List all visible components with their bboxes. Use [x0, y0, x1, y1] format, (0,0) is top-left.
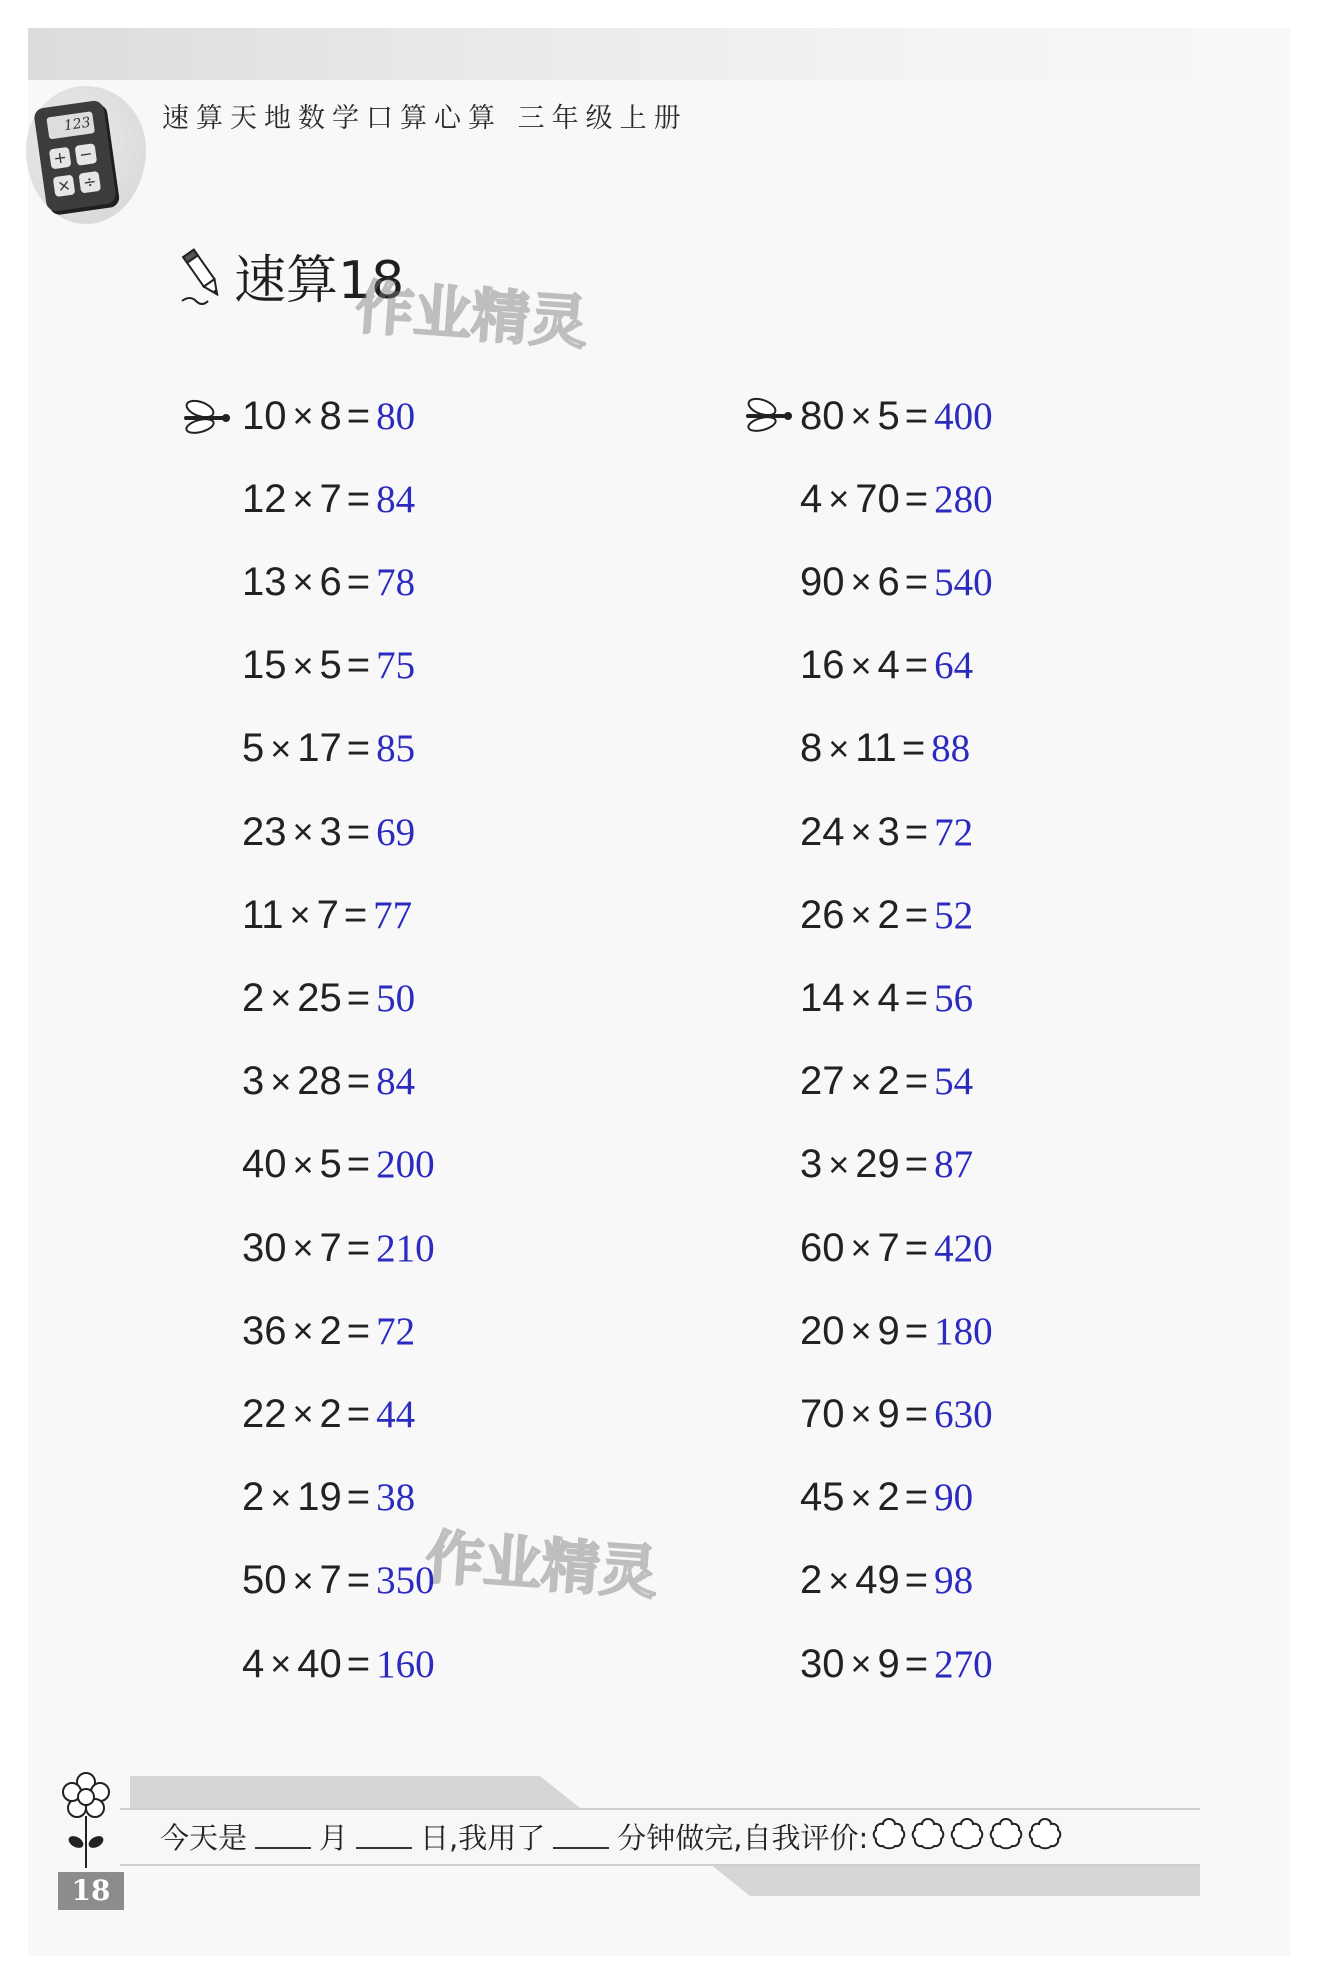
self-assessment-line	[160, 1810, 1063, 1862]
operand-b: 5	[319, 643, 342, 688]
minutes-blank[interactable]	[553, 1823, 609, 1849]
times-sign: ×	[270, 1643, 292, 1684]
times-sign: ×	[828, 478, 850, 520]
calculator-icon	[33, 100, 117, 213]
operand-b: 25	[297, 975, 342, 1020]
times-sign: ×	[850, 395, 872, 436]
problem-left-10	[242, 1135, 435, 1195]
operand-a: 11	[242, 892, 284, 937]
operand-a: 24	[800, 809, 845, 854]
problem-left-5	[242, 719, 415, 779]
operand-b: 9	[877, 1308, 900, 1353]
operand-b: 2	[319, 1391, 342, 1436]
equals-sign: =	[904, 1391, 929, 1436]
answer: 420	[934, 1226, 993, 1270]
times-sign: ×	[850, 811, 872, 852]
answer: 160	[376, 1642, 435, 1686]
answer: 78	[376, 560, 416, 604]
answer: 64	[934, 644, 974, 688]
answer: 540	[934, 560, 993, 604]
operand-b: 6	[319, 559, 342, 604]
problem-left-2	[242, 469, 415, 529]
problem-right-13	[800, 1384, 993, 1444]
operand-b: 5	[319, 1142, 342, 1187]
operand-a: 90	[800, 559, 845, 604]
answer: 84	[376, 1060, 416, 1104]
operand-b: 49	[855, 1558, 900, 1603]
equals-sign: =	[343, 892, 368, 937]
answer: 630	[934, 1392, 993, 1436]
times-sign: ×	[850, 1476, 872, 1518]
rating-star-icon[interactable]	[910, 1815, 946, 1851]
answer: 54	[934, 1060, 974, 1104]
problem-right-10	[800, 1135, 973, 1195]
operand-a: 12	[242, 476, 287, 521]
times-sign: ×	[292, 1310, 314, 1352]
problem-left-11	[242, 1218, 435, 1278]
equals-sign: =	[346, 1391, 371, 1436]
answer: 44	[376, 1392, 416, 1436]
problem-left-14	[242, 1468, 415, 1528]
times-sign: ×	[828, 1559, 850, 1601]
problem-left-9	[242, 1052, 415, 1112]
operand-a: 4	[800, 476, 823, 521]
answer: 280	[934, 477, 993, 521]
problem-right-6	[800, 802, 973, 862]
operand-b: 4	[877, 643, 900, 688]
operand-b: 9	[877, 1391, 900, 1436]
equals-sign: =	[346, 726, 371, 771]
answer: 69	[376, 810, 416, 854]
times-sign: ×	[292, 1559, 314, 1601]
equals-sign: =	[346, 559, 371, 604]
times-sign: ×	[270, 977, 292, 1019]
answer: 88	[931, 727, 971, 771]
times-sign: ×	[270, 1060, 292, 1102]
equals-sign: =	[346, 1142, 371, 1187]
operand-a: 8	[800, 726, 823, 771]
dragonfly-icon	[178, 396, 234, 440]
calculator-screen: 123	[46, 111, 95, 139]
problem-right-4	[800, 636, 973, 696]
times-sign: ×	[850, 1393, 872, 1435]
day-blank[interactable]	[356, 1823, 412, 1849]
answer: 72	[376, 1309, 416, 1353]
equals-sign: =	[904, 476, 929, 521]
answer: 350	[376, 1559, 435, 1603]
answer: 72	[934, 810, 974, 854]
problem-right-12	[800, 1301, 993, 1361]
times-sign: ×	[292, 811, 314, 852]
divide-key-icon: ÷	[78, 171, 101, 194]
equals-sign: =	[346, 476, 371, 521]
rating-star-icon[interactable]	[988, 1815, 1024, 1851]
operand-b: 9	[877, 1641, 900, 1686]
problem-left-7	[242, 885, 412, 945]
operand-a: 30	[242, 1225, 287, 1270]
answer: 50	[376, 976, 416, 1020]
operand-a: 70	[800, 1391, 845, 1436]
equals-sign: =	[346, 1641, 371, 1686]
pencil-icon	[178, 243, 228, 307]
operand-b: 70	[855, 476, 900, 521]
operand-a: 13	[242, 559, 287, 604]
equals-sign: =	[904, 643, 929, 688]
problem-left-6	[242, 802, 415, 862]
footer-time-label: 日,我用了	[420, 1820, 546, 1855]
equals-sign: =	[904, 1059, 929, 1104]
footer-date-label: 今天是	[160, 1820, 248, 1855]
times-sign: ×	[292, 644, 314, 686]
minus-key-icon: −	[75, 143, 98, 166]
operand-b: 2	[877, 892, 900, 937]
answer: 98	[934, 1559, 974, 1603]
operand-a: 30	[800, 1641, 845, 1686]
equals-sign: =	[904, 1142, 929, 1187]
equals-sign: =	[346, 393, 371, 438]
times-sign: ×	[270, 727, 292, 769]
times-sign: ×	[828, 1143, 850, 1185]
answer: 52	[934, 893, 974, 937]
equals-sign: =	[346, 1059, 371, 1104]
equals-sign: =	[904, 1641, 929, 1686]
answer: 56	[934, 976, 974, 1020]
operand-b: 7	[316, 892, 339, 937]
times-sign: ×	[850, 1310, 872, 1352]
operand-a: 2	[242, 975, 265, 1020]
equals-sign: =	[904, 809, 929, 854]
equals-sign: =	[904, 559, 929, 604]
equals-sign: =	[904, 1308, 929, 1353]
operand-a: 3	[242, 1059, 265, 1104]
flower-icon	[56, 1770, 116, 1870]
equals-sign: =	[346, 1558, 371, 1603]
answer: 270	[934, 1642, 993, 1686]
operand-b: 28	[297, 1059, 342, 1104]
dragonfly-icon	[740, 394, 796, 438]
equals-sign: =	[346, 1475, 371, 1520]
operand-a: 45	[800, 1475, 845, 1520]
times-sign: ×	[850, 894, 872, 936]
operand-a: 27	[800, 1059, 845, 1104]
equals-sign: =	[904, 1475, 929, 1520]
times-sign: ×	[828, 727, 850, 769]
times-sign: ×	[292, 1227, 314, 1268]
operand-a: 5	[242, 726, 265, 771]
book-title: 速算天地数学口算心算 三年级上册	[162, 103, 688, 134]
problem-right-9	[800, 1052, 973, 1112]
problem-right-16	[800, 1634, 993, 1694]
problem-left-8	[242, 968, 415, 1028]
problem-right-8	[800, 968, 973, 1028]
rating-stars	[868, 1815, 1063, 1858]
equals-sign: =	[904, 975, 929, 1020]
worksheet-page	[28, 28, 1290, 1956]
operand-b: 11	[855, 726, 897, 771]
operand-a: 14	[800, 975, 845, 1020]
problem-left-4	[242, 636, 415, 696]
problem-right-15	[800, 1551, 973, 1611]
answer: 210	[376, 1226, 435, 1270]
equals-sign: =	[346, 643, 371, 688]
rating-star-icon[interactable]	[949, 1815, 985, 1851]
problem-right-1	[800, 386, 993, 446]
footer-month-label: 月	[319, 1820, 349, 1855]
operand-b: 7	[319, 476, 342, 521]
operand-b: 2	[319, 1308, 342, 1353]
times-sign: ×	[850, 1227, 872, 1268]
operand-a: 60	[800, 1225, 845, 1270]
operand-a: 26	[800, 892, 845, 937]
operand-b: 4	[877, 975, 900, 1020]
equals-sign: =	[904, 892, 929, 937]
operand-b: 5	[877, 393, 900, 438]
operand-a: 22	[242, 1391, 287, 1436]
operand-a: 80	[800, 393, 845, 438]
equals-sign: =	[346, 809, 371, 854]
answer: 180	[934, 1309, 993, 1353]
operand-a: 23	[242, 809, 287, 854]
answer: 90	[934, 1476, 974, 1520]
answer: 75	[376, 644, 416, 688]
times-sign: ×	[850, 644, 872, 686]
answer: 38	[376, 1476, 416, 1520]
operand-b: 7	[319, 1558, 342, 1603]
plus-key-icon: +	[49, 147, 72, 170]
operand-b: 8	[319, 393, 342, 438]
times-sign: ×	[289, 894, 311, 936]
times-sign: ×	[850, 1643, 872, 1684]
answer: 87	[934, 1143, 974, 1187]
operand-a: 2	[242, 1475, 265, 1520]
answer: 200	[376, 1143, 435, 1187]
operand-b: 17	[297, 726, 342, 771]
problem-left-13	[242, 1384, 415, 1444]
operand-b: 29	[855, 1142, 900, 1187]
operand-a: 36	[242, 1308, 287, 1353]
problem-left-1	[242, 386, 415, 446]
operand-a: 16	[800, 643, 845, 688]
times-sign: ×	[292, 561, 314, 603]
operand-b: 2	[877, 1059, 900, 1104]
problem-right-11	[800, 1218, 993, 1278]
section-heading	[178, 240, 404, 310]
problem-right-7	[800, 885, 973, 945]
times-sign: ×	[292, 395, 314, 436]
problem-left-12	[242, 1301, 415, 1361]
answer: 77	[373, 893, 413, 937]
times-key-icon: ×	[53, 175, 76, 198]
page-number: 18	[58, 1872, 124, 1910]
rating-star-icon[interactable]	[1027, 1815, 1063, 1851]
times-sign: ×	[292, 1143, 314, 1185]
operand-b: 6	[877, 559, 900, 604]
operand-a: 10	[242, 393, 287, 438]
answer: 400	[934, 394, 993, 438]
equals-sign: =	[904, 1558, 929, 1603]
operand-a: 2	[800, 1558, 823, 1603]
problem-left-16	[242, 1634, 435, 1694]
problem-right-2	[800, 469, 993, 529]
operand-b: 3	[877, 809, 900, 854]
answer: 80	[376, 394, 416, 438]
operand-b: 3	[319, 809, 342, 854]
header-bar	[28, 28, 1290, 80]
rating-star-icon[interactable]	[871, 1815, 907, 1851]
times-sign: ×	[270, 1476, 292, 1518]
times-sign: ×	[850, 977, 872, 1019]
times-sign: ×	[292, 1393, 314, 1435]
operand-a: 3	[800, 1142, 823, 1187]
operand-a: 40	[242, 1142, 287, 1187]
operand-a: 15	[242, 643, 287, 688]
answer: 84	[376, 477, 416, 521]
equals-sign: =	[904, 393, 929, 438]
problem-left-3	[242, 552, 415, 612]
operand-a: 20	[800, 1308, 845, 1353]
operand-b: 40	[297, 1641, 342, 1686]
problem-right-14	[800, 1468, 973, 1528]
month-blank[interactable]	[255, 1823, 311, 1849]
operand-b: 7	[877, 1225, 900, 1270]
equals-sign: =	[346, 975, 371, 1020]
problem-right-3	[800, 552, 993, 612]
operand-a: 50	[242, 1558, 287, 1603]
operand-b: 2	[877, 1475, 900, 1520]
operand-b: 19	[297, 1475, 342, 1520]
equals-sign: =	[904, 1225, 929, 1270]
operand-b: 7	[319, 1225, 342, 1270]
times-sign: ×	[850, 561, 872, 603]
equals-sign: =	[346, 1308, 371, 1353]
times-sign: ×	[850, 1060, 872, 1102]
equals-sign: =	[901, 726, 926, 771]
operand-a: 4	[242, 1641, 265, 1686]
equals-sign: =	[346, 1225, 371, 1270]
problem-right-5	[800, 719, 970, 779]
problem-left-15	[242, 1551, 435, 1611]
answer: 85	[376, 727, 416, 771]
section-title: 速算18	[234, 250, 405, 311]
footer-rating-label: 分钟做完,自我评价:	[617, 1820, 869, 1855]
times-sign: ×	[292, 478, 314, 520]
